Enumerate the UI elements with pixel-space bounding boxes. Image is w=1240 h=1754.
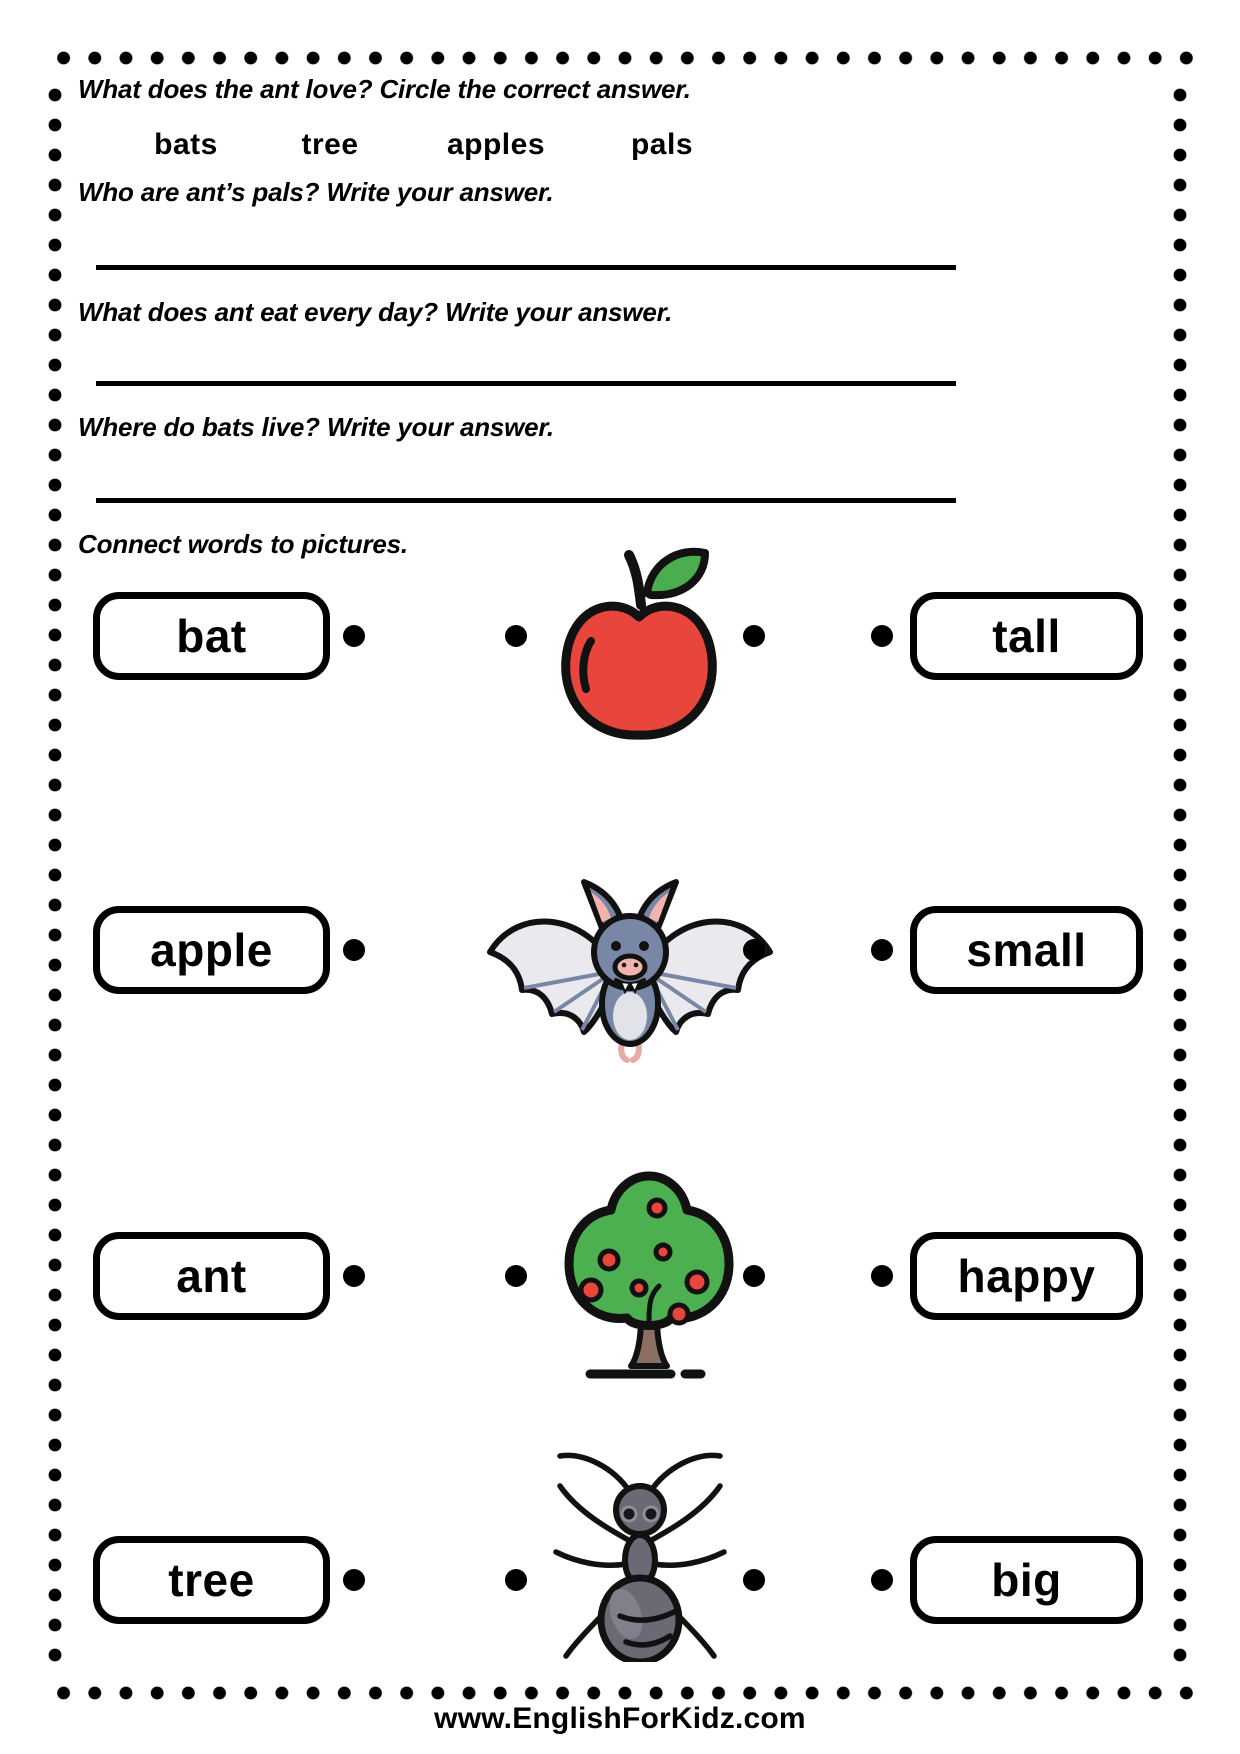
- connector-dot[interactable]: [505, 1265, 527, 1287]
- connector-dot[interactable]: [343, 1265, 365, 1287]
- connector-dot[interactable]: [505, 1569, 527, 1591]
- word-box-small[interactable]: [910, 906, 1143, 994]
- connector-dot[interactable]: [871, 1265, 893, 1287]
- ant-image: [550, 1444, 730, 1662]
- word-box-label: bat: [176, 610, 247, 662]
- connector-dot[interactable]: [505, 625, 527, 647]
- connector-dot[interactable]: [743, 625, 765, 647]
- connector-dot[interactable]: [343, 939, 365, 961]
- word-box-label: big: [991, 1554, 1062, 1606]
- dotted-border-bottom: [48, 1686, 1194, 1700]
- option-pals[interactable]: pals: [630, 128, 694, 161]
- word-box-label: ant: [176, 1250, 247, 1302]
- connector-dot[interactable]: [871, 625, 893, 647]
- dotted-border-left: [48, 80, 62, 1676]
- word-box-label: small: [966, 924, 1087, 976]
- word-box-label: happy: [957, 1250, 1096, 1302]
- bat-image: [478, 872, 782, 1068]
- option-tree[interactable]: tree: [301, 128, 359, 161]
- word-box-big[interactable]: [910, 1536, 1143, 1624]
- connector-dot[interactable]: [871, 1569, 893, 1591]
- connector-dot[interactable]: [743, 1569, 765, 1591]
- answer-line-1[interactable]: [96, 265, 956, 270]
- question-ant-eat: What does ant eat every day? Write your answer.: [78, 297, 673, 327]
- answer-line-2[interactable]: [96, 381, 956, 386]
- connector-dot[interactable]: [871, 939, 893, 961]
- answer-line-3[interactable]: [96, 498, 956, 503]
- word-box-label: apple: [150, 924, 273, 976]
- connector-dot[interactable]: [343, 625, 365, 647]
- question-circle-answer: What does the ant love? Circle the correct answer.: [78, 74, 691, 104]
- apple-image: [553, 533, 725, 745]
- option-apples[interactable]: apples: [446, 128, 546, 161]
- connector-dot[interactable]: [343, 1569, 365, 1591]
- question-bats-live: Where do bats live? Write your answer.: [78, 412, 554, 442]
- word-box-bat[interactable]: [93, 592, 330, 680]
- connect-instruction: Connect words to pictures.: [78, 529, 408, 559]
- dotted-border-top: [48, 51, 1194, 65]
- word-box-happy[interactable]: [910, 1232, 1143, 1320]
- connector-dot[interactable]: [743, 1265, 765, 1287]
- word-box-label: tall: [992, 610, 1061, 662]
- word-box-tall[interactable]: [910, 592, 1143, 680]
- dotted-border-right: [1173, 80, 1187, 1676]
- word-box-ant[interactable]: [93, 1232, 330, 1320]
- question-ants-pals: Who are ant’s pals? Write your answer.: [78, 177, 554, 207]
- website-footer: www.EnglishForKidz.com: [434, 1702, 806, 1735]
- word-box-label: tree: [168, 1554, 255, 1606]
- word-box-tree[interactable]: [93, 1536, 330, 1624]
- tree-image: [545, 1168, 753, 1383]
- word-box-apple[interactable]: [93, 906, 330, 994]
- option-bats[interactable]: bats: [154, 128, 218, 161]
- connector-dot[interactable]: [743, 939, 765, 961]
